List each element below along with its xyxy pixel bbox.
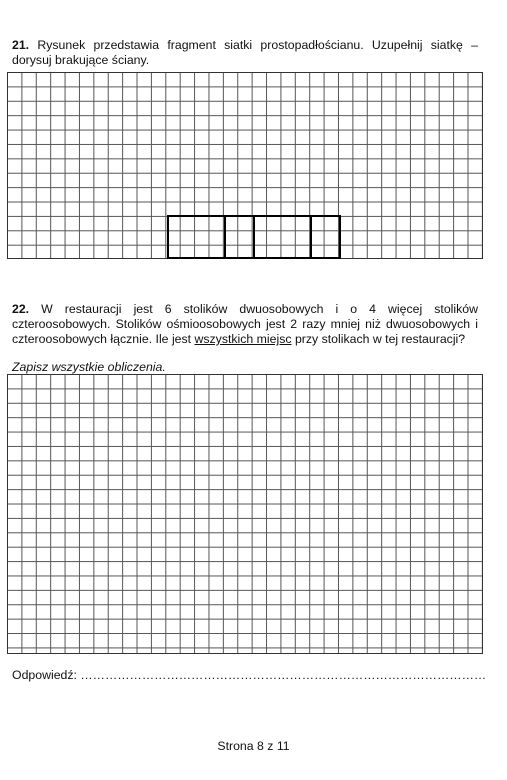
task-21-number: 21.	[12, 38, 30, 52]
net-face-3	[253, 215, 312, 259]
task-21-text	[12, 38, 478, 68]
task-22-body-start: W restauracji jest 6 stolików dwuosobowych i o 4 więcej stolików czteroosobowych. Stolików ośmioosobowych jest 2 razy mniej niż dwuosobowych i czteroosobowych łącznie. Ile jest	[12, 302, 478, 346]
task-22-body-end: przy stolikach w tej restauracji?	[291, 332, 466, 346]
answer-dots: ………………………………………………………………………………………	[80, 668, 487, 682]
grid-task-21[interactable]	[7, 72, 483, 259]
answer-line[interactable]	[12, 668, 486, 682]
task-22-text	[12, 302, 478, 347]
task-22-underlined: wszystkich miejsc	[194, 332, 292, 346]
grid-task-22[interactable]	[7, 374, 483, 654]
net-face-1	[167, 215, 226, 259]
net-face-2	[224, 215, 255, 259]
task-21-body: Rysunek przedstawia fragment siatki prostopadłościanu. Uzupełnij siatkę – dorysuj brakujące ściany.	[12, 38, 478, 67]
answer-label: Odpowiedź:	[12, 668, 77, 682]
page-number: Strona 8 z 11	[217, 739, 290, 753]
task-22-instruction: Zapisz wszystkie obliczenia.	[12, 360, 166, 374]
net-face-4	[310, 215, 341, 259]
task-22-number: 22.	[12, 302, 30, 316]
